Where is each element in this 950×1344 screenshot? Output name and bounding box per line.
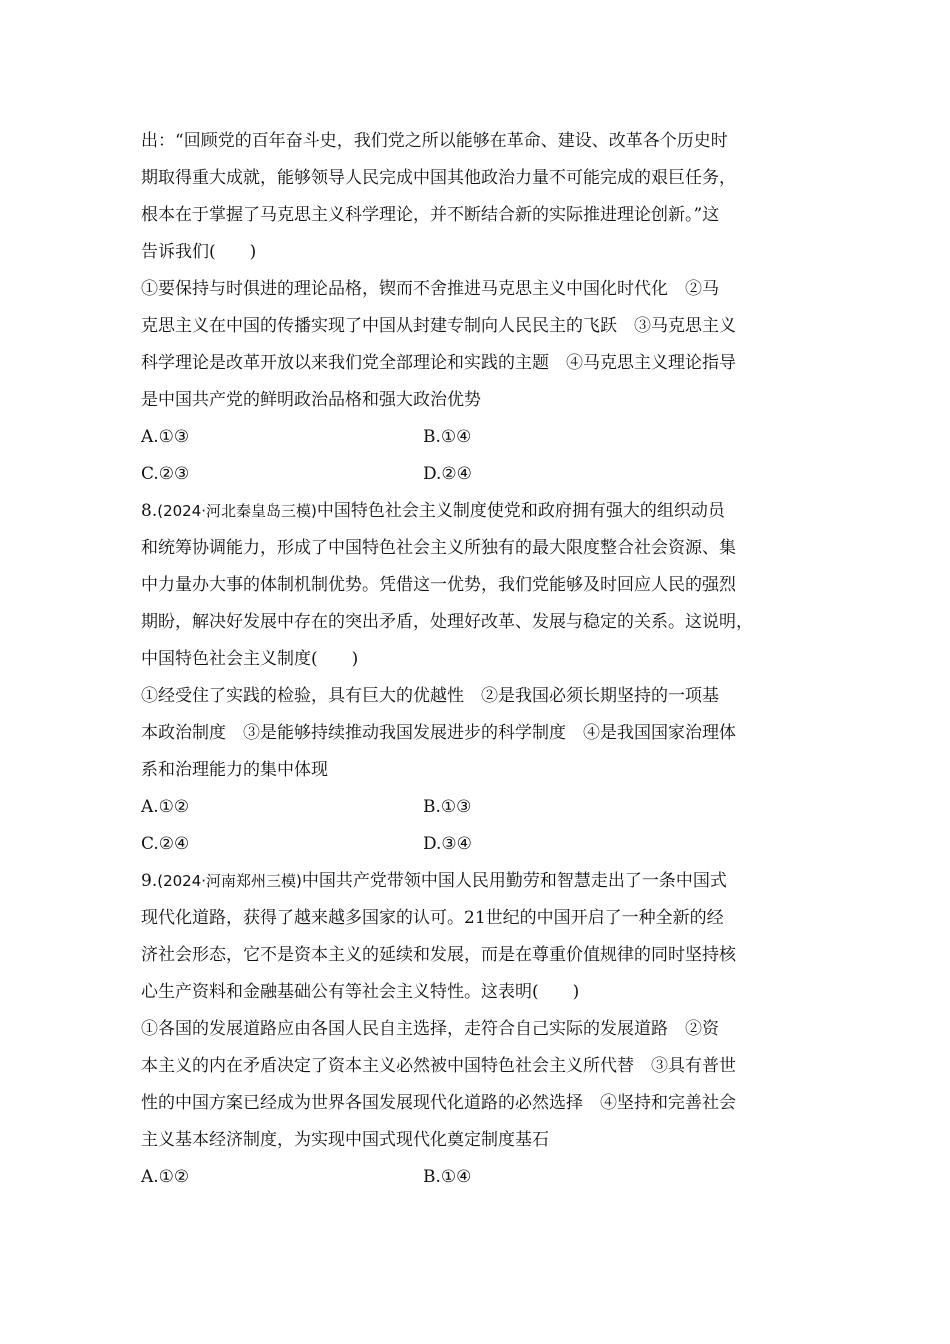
q8-statement-line-2: 本政治制度 ③是能够持续推动我国发展进步的科学制度 ④是我国国家治理体 (141, 723, 736, 743)
q8-stem-line-3: 中力量办大事的体制机制优势。凭借这一优势，我们党能够及时回应人民的强烈 (141, 575, 736, 595)
q9-number: 9. (141, 871, 158, 891)
q9-stem-first: 中国共产党带领中国人民用勤劳和智慧走出了一条中国式 (301, 871, 727, 891)
q8-number: 8. (141, 501, 158, 521)
q9-stem-line-2: 现代化道路，获得了越来越多国家的认可。21世纪的中国开启了一种全新的经 (141, 908, 724, 928)
q7-option-a: A.①③ (141, 427, 190, 447)
q8-source: (2024·河北秦皇岛三模) (157, 502, 317, 520)
q9-statement-line-1: ①各国的发展道路应由各国人民自主选择，走符合自己实际的发展道路 ②资 (141, 1019, 719, 1039)
q7-option-b: B.①④ (423, 427, 472, 447)
q8-option-d: D.③④ (423, 834, 472, 854)
q8-option-b: B.①③ (423, 797, 472, 817)
q9-source: (2024·河南郑州三模) (157, 872, 302, 890)
q8-option-c: C.②④ (141, 834, 190, 854)
q7-statement-line-3: 科学理论是改革开放以来我们党全部理论和实践的主题 ④马克思主义理论指导 (141, 353, 736, 373)
q9-statement-line-2: 本主义的内在矛盾决定了资本主义必然被中国特色社会主义所代替 ③具有普世 (141, 1056, 736, 1076)
q9-option-b: B.①④ (423, 1167, 472, 1187)
q8-stem-first-line (141, 500, 821, 522)
q7-stem-line-2: 期取得重大成就，能够领导人民完成中国其他政治力量不可能完成的艰巨任务， (141, 168, 736, 188)
q8-stem-first: 中国特色社会主义制度使党和政府拥有强大的组织动员 (316, 501, 725, 521)
q8-statement-line-1: ①经受住了实践的检验，具有巨大的优越性 ②是我国必须长期坚持的一项基 (141, 686, 719, 706)
q9-statement-line-3: 性的中国方案已经成为世界各国发展现代化道路的必然选择 ④坚持和完善社会 (141, 1093, 736, 1113)
q8-stem-line-4: 期盼，解决好发展中存在的突出矛盾，处理好改革、发展与稳定的关系。这说明， (141, 612, 753, 632)
q7-option-d: D.②④ (423, 464, 472, 484)
q7-stem-line-1: 出：“回顾党的百年奋斗史，我们党之所以能够在革命、建设、改革各个历史时 (141, 131, 728, 151)
q7-stem-line-3: 根本在于掌握了马克思主义科学理论，并不断结合新的实际推进理论创新。”这 (141, 205, 720, 225)
q8-statement-line-3: 系和治理能力的集中体现 (141, 760, 328, 780)
q7-statement-line-1: ①要保持与时俱进的理论品格，锲而不舍推进马克思主义中国化时代化 ②马 (141, 279, 719, 299)
q8-stem-line-2: 和统筹协调能力，形成了中国特色社会主义所独有的最大限度整合社会资源、集 (141, 538, 736, 558)
q9-stem-line-4: 心生产资料和金融基础公有等社会主义特性。这表明( ) (141, 982, 580, 1002)
q8-option-a: A.①② (141, 797, 190, 817)
q7-option-c: C.②③ (141, 464, 190, 484)
q7-statement-line-2: 克思主义在中国的传播实现了中国从封建专制向人民民主的飞跃 ③马克思主义 (141, 316, 736, 336)
q8-stem-line-5: 中国特色社会主义制度( ) (141, 649, 359, 669)
q7-stem-line-4: 告诉我们( ) (141, 242, 257, 262)
q7-statement-line-4: 是中国共产党的鲜明政治品格和强大政治优势 (141, 390, 481, 410)
q9-statement-line-4: 主义基本经济制度，为实现中国式现代化奠定制度基石 (141, 1130, 549, 1150)
q9-stem-line-3: 济社会形态，它不是资本主义的延续和发展，而是在尊重价值规律的同时坚持核 (141, 945, 736, 965)
q9-option-a: A.①② (141, 1167, 190, 1187)
q9-stem-first-line (141, 870, 821, 892)
